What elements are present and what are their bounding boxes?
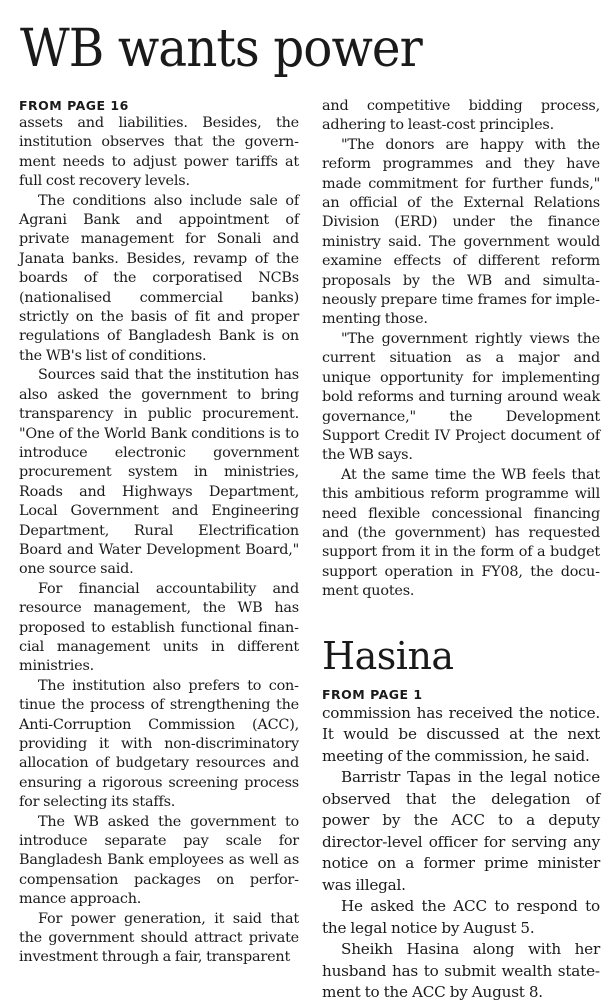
jump-label: FROM PAGE 16 [19,98,129,113]
jump-label: FROM PAGE 1 [322,686,423,702]
paragraph: "The government rightly views the current situation as a major and unique opportunity for implementing bold reforms and turning around weak governance," the Development Support Credit IV Project document of the WB says. [322,330,600,464]
paragraph: commission has received the notice. It would be discussed at the next meeting of the commission, he said. [322,703,600,765]
hasina-headline: Hasina [322,633,454,678]
paragraph: Barristr Tapas in the legal notice observed that the delegation of power by the ACC to a deputy director-level officer for serving any notice on a former prime minister was illegal. [322,768,600,894]
right-column [322,97,600,1004]
paragraph: "The donors are happy with the reform programmes and they have made commitment for further funds," an official of the External Relations Division (ERD) under the finance ministry said. The government would examine effects of different reform proposals by the WB and simultaneously prepare time frames for implementing those. [322,136,600,328]
paragraph: The conditions also include sale of Agrani Bank and appointment of private management for Sonali and Janata banks. Besides, revamp of the boards of the corporatised NCBs (nationalised commercial banks) strictly on the basis of fit and proper regulations of Bangladesh Bank is on the WB's list of conditions. [19,192,299,364]
paragraph: assets and liabilities. Besides, the institution observes that the government needs to adjust power tariffs at full cost recovery levels. [19,115,299,190]
paragraph: The institution also prefers to continue the process of strengthening the Anti-Corruption Commission (ACC), providing it with non-discriminatory allocation of budgetary resources and ensuring a rigorous screening process for selecting its staffs. [19,677,299,811]
paragraph: and competitive bidding process, adhering to least-cost principles. [322,98,600,134]
paragraph: He asked the ACC to respond to the legal notice by August 5. [322,897,600,937]
article-headline: WB wants power [20,19,422,79]
paragraph: For financial accountability and resource management, the WB has proposed to establish functional financial management units in different ministries. [19,580,299,675]
paragraph: Sources said that the institution has also asked the government to bring transparency in public procurement. "One of the World Bank conditions is to introduce electronic government procurement system in ministries, Roads and Highways Department, Local Government and Engineering Department, Rural Electrification Board and Water Development Board," one source said. [19,367,299,578]
left-column [19,97,299,968]
paragraph: At the same time the WB feels that this ambitious reform programme will need flexible concessional financing and (the government) has requested support from it in the form of a budget support operation in FY08, the document quotes. [322,466,600,600]
paragraph: The WB asked the government to introduce separate pay scale for Bangladesh Bank employees as well as compensation packages on performance approach. [19,813,299,908]
paragraph: Sheikh Hasina along with her husband has to submit wealth statement to the ACC by August 8. [322,940,600,1002]
paragraph: For power generation, it said that the government should attract private investment through a fair, transparent [19,910,299,966]
hasina-article [322,632,600,1004]
